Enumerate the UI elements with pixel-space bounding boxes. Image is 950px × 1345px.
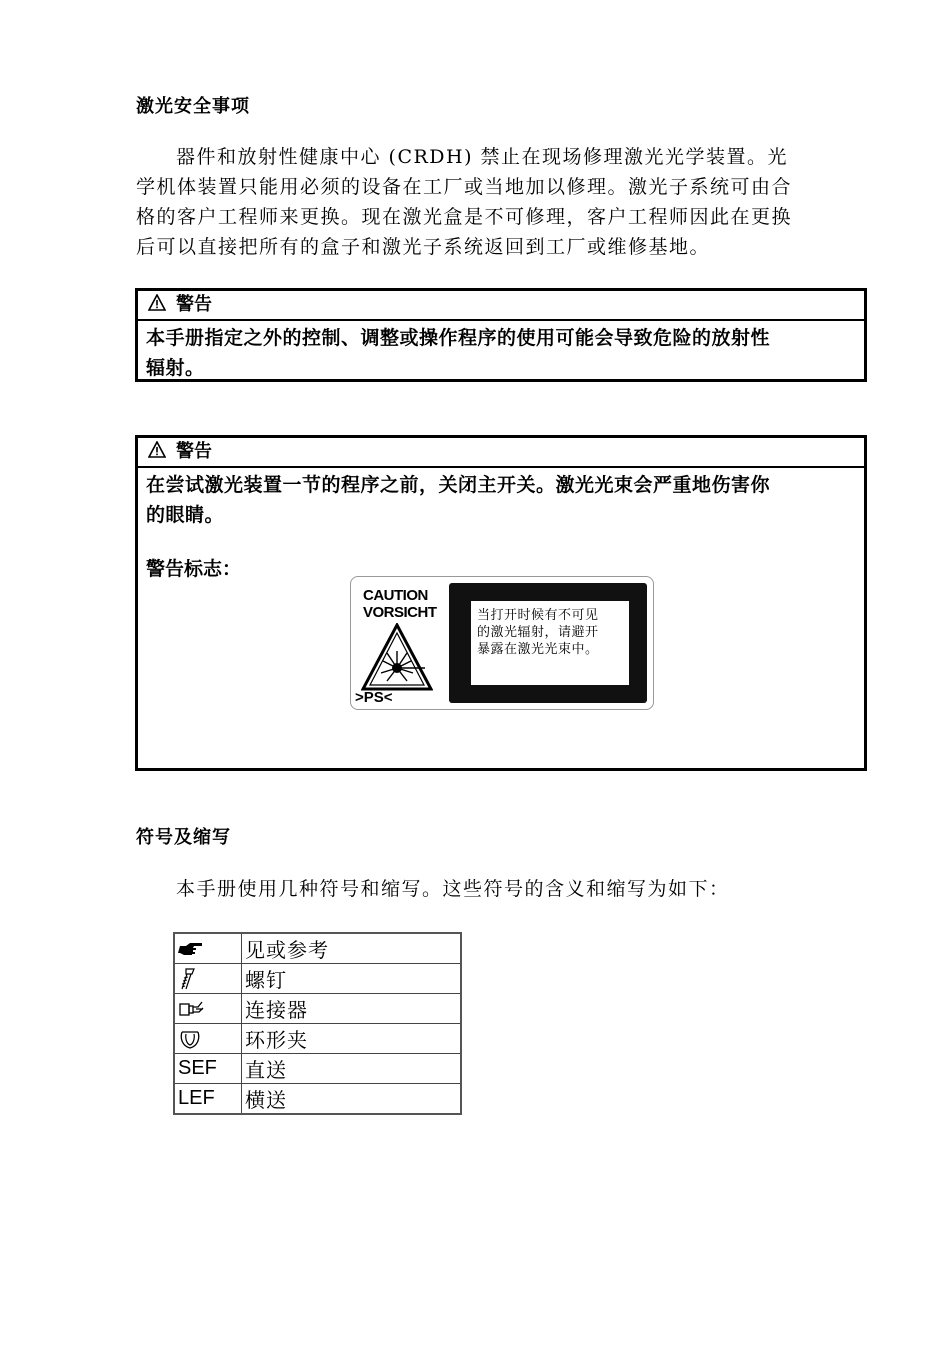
- label-message-line-3: 暴露在激光光束中。: [477, 642, 599, 657]
- symbols-intro: 本手册使用几种符号和缩写。这些符号的含义和缩写为如下：: [176, 878, 730, 900]
- warning-label-caption: 警告标志：: [146, 558, 242, 580]
- table-row: [174, 1054, 461, 1084]
- ps-marking: >PS<: [355, 689, 393, 706]
- warning-triangle-icon: [148, 293, 166, 311]
- vorsicht-word: VORSICHT: [363, 604, 437, 621]
- warning-heading-text: 警告: [176, 441, 212, 462]
- symbols-table: [173, 932, 462, 1115]
- meaning-cell: 横送: [242, 1084, 462, 1115]
- paragraph-line-3: 格的客户工程师来更换。现在激光盒是不可修理，客户工程师因此在更换: [136, 206, 793, 228]
- meaning-cell: 连接器: [242, 994, 462, 1024]
- label-message-area: [471, 601, 629, 685]
- warning-header: [138, 438, 864, 468]
- pointing-hand-icon: [178, 940, 204, 958]
- symbol-cell: [174, 994, 242, 1024]
- meaning-cell: 见或参考: [242, 933, 462, 964]
- connector-icon: [178, 999, 206, 1019]
- table-row: [174, 1024, 461, 1054]
- warning-heading-text: 警告: [176, 294, 212, 315]
- paragraph-line-2: 学机体装置只能用必须的设备在工厂或当地加以修理。激光子系统可由合: [136, 176, 793, 198]
- laser-hazard-icon: [361, 623, 433, 691]
- ring-clip-icon: [178, 1028, 202, 1050]
- paragraph-line-1: 器件和放射性健康中心 (CRDH) 禁止在现场修理激光光学装置。光: [176, 146, 789, 168]
- label-black-panel: [449, 583, 647, 703]
- paragraph-line-4: 后可以直接把所有的盒子和激光子系统返回到工厂或维修基地。: [136, 236, 711, 258]
- table-row: [174, 1084, 461, 1115]
- warning-text-line-1: 本手册指定之外的控制、调整或操作程序的使用可能会导致危险的放射性: [146, 327, 771, 349]
- meaning-cell: 直送: [242, 1054, 462, 1084]
- table-row: [174, 933, 461, 964]
- warning-text-line-1: 在尝试激光装置一节的程序之前，关闭主开关。激光光束会严重地伤害你: [146, 474, 771, 496]
- section-title-symbols: 符号及缩写: [136, 827, 231, 848]
- section-title-laser-safety: 激光安全事项: [136, 96, 250, 117]
- label-message-line-1: 当打开时候有不可见: [477, 608, 599, 623]
- table-row: [174, 994, 461, 1024]
- meaning-cell: 环形夹: [242, 1024, 462, 1054]
- warning-triangle-icon: [148, 440, 166, 458]
- warning-text-line-2: 辐射。: [146, 357, 205, 379]
- screw-icon: [178, 967, 198, 991]
- warning-box-main-switch: [135, 435, 867, 771]
- symbol-cell: LEF: [174, 1084, 242, 1115]
- warning-header: [138, 291, 864, 321]
- symbol-cell: [174, 964, 242, 994]
- caution-word: CAUTION: [363, 587, 428, 604]
- symbol-cell: SEF: [174, 1054, 242, 1084]
- caution-text: [363, 587, 453, 621]
- symbol-cell: [174, 1024, 242, 1054]
- warning-box-radiation: [135, 288, 867, 382]
- table-row: [174, 964, 461, 994]
- warning-text-line-2: 的眼睛。: [146, 504, 225, 526]
- label-message-line-2: 的激光辐射，请避开: [477, 625, 599, 640]
- laser-caution-label: [350, 576, 654, 710]
- symbol-cell: [174, 933, 242, 964]
- meaning-cell: 螺钉: [242, 964, 462, 994]
